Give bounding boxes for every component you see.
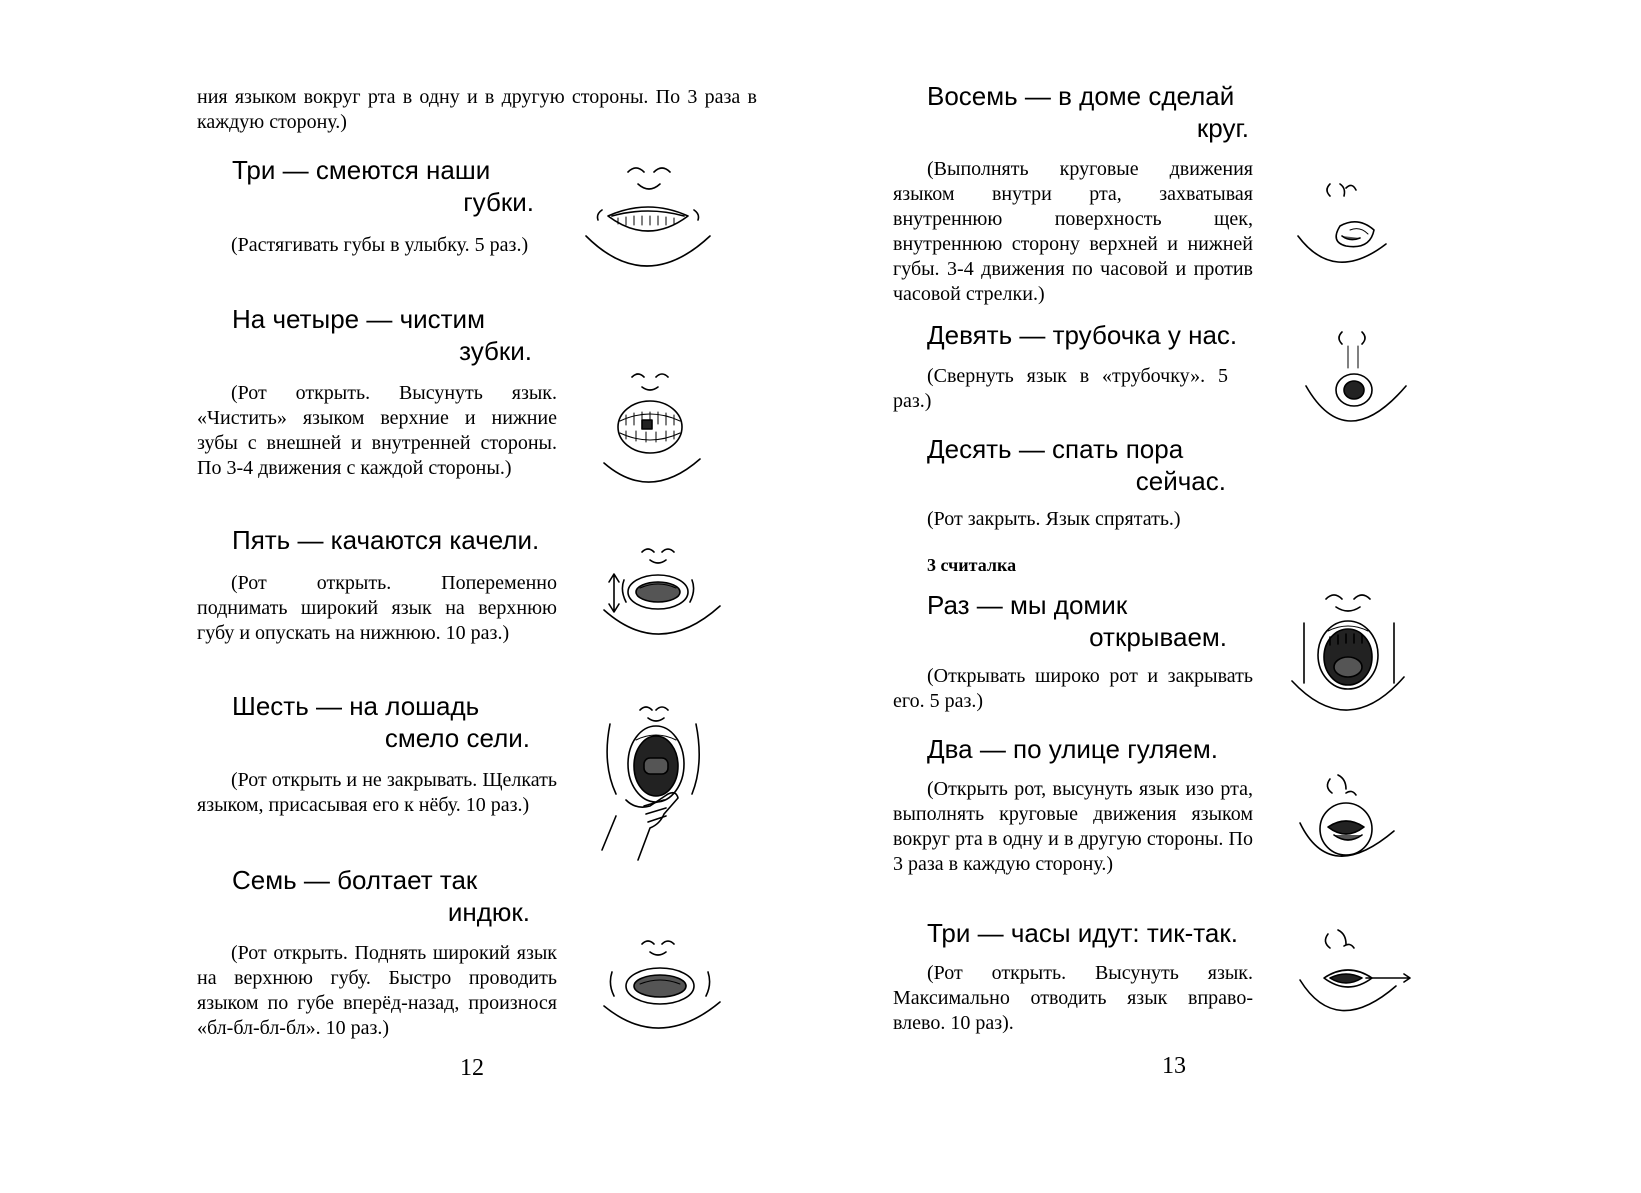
verse-line-1: Девять — трубочка у нас.: [927, 320, 1238, 350]
circle-tongue-illustration: [1290, 170, 1400, 280]
verse-line-1: Семь — болтает так: [232, 865, 478, 895]
page-number: 13: [1162, 1053, 1186, 1079]
instruction-chetyre: (Рот открыть. Высунуть язык. «Чистить» языком верхние и нижние зубы с внешней и внутренней стороны. По 3-4 движения с каждой стороны.): [197, 382, 557, 479]
instruction-dva: (Открыть рот, высунуть язык изо рта, выполнять круговые движения языком вокруг рта в одну и в другую стороны. По 3 раза в каждую сторону.): [893, 778, 1253, 875]
verse-line-2: индюк.: [447, 897, 530, 927]
verse-line-1: Два — по улице гуляем.: [927, 734, 1218, 764]
verse-line-2: сейчас.: [1135, 466, 1226, 496]
verse-line-2: зубки.: [459, 336, 532, 366]
verse-line-1: Пять — качаются качели.: [232, 525, 540, 555]
verse-line-2: смело сели.: [384, 723, 530, 753]
verse-pyat: [232, 524, 562, 556]
verse-line-1: Десять — спать пора: [927, 434, 1184, 464]
instruction-devyat: (Свернуть язык в «трубочку». 5 раз.): [893, 365, 1228, 412]
turkey-tongue-illustration: [598, 932, 722, 1042]
open-house-mouth-illustration: [1288, 585, 1408, 720]
instruction-raz: (Открывать широко рот и закрывать его. 5 раз.): [893, 665, 1253, 712]
page-number: 12: [460, 1055, 484, 1081]
swinging-tongue-illustration: [598, 540, 722, 650]
tube-tongue-illustration: [1302, 320, 1412, 450]
instruction-shest: (Рот открыть и не закрывать. Щелкать языком, присасывая его к нёбу. 10 раз.): [197, 769, 557, 816]
continuation-text: ния языком вокруг рта в одну и в другую стороны. По 3 раза в каждую сторону.): [197, 86, 757, 133]
verse-line-1: Три — часы идут: тик-так.: [927, 918, 1238, 948]
verse-sem: [232, 864, 530, 928]
verse-line-1: Три — смеются наши: [232, 155, 491, 185]
verse-dva: [927, 733, 1257, 765]
section-subheading: 3 считалка: [927, 555, 1017, 575]
verse-line-1: Восемь — в доме сделай: [927, 81, 1235, 111]
verse-raz: [927, 589, 1227, 653]
verse-shest: [232, 690, 530, 754]
verse-chetyre: [232, 303, 532, 367]
verse-line-1: Шесть — на лошадь: [232, 691, 480, 721]
instruction-vosem: (Выполнять круговые движения языком внутри рта, захватывая внутреннюю поверхность щек, внутреннюю сторону верхней и нижней губы. 3-4 движения по часовой и против часовой стрелки.): [893, 158, 1253, 305]
verse-line-2: открываем.: [1089, 622, 1227, 652]
instruction-sem: (Рот открыть. Поднять широкий язык на верхнюю губу. Быстро проводить языком по губе вперёд-назад, произнося «бл-бл-бл-бл». 10 раз.): [197, 942, 557, 1039]
right-page: [820, 0, 1640, 1193]
verse-line-1: Раз — мы домик: [927, 590, 1128, 620]
instruction-desyat: (Рот закрыть. Язык спрятать.): [927, 508, 1181, 530]
instruction-tri: (Растягивать губы в улыбку. 5 раз.): [231, 234, 529, 256]
verse-vosem: [927, 80, 1249, 144]
verse-line-2: круг.: [1196, 113, 1249, 143]
walking-tongue-illustration: [1294, 765, 1404, 880]
verse-line-2: губки.: [463, 187, 534, 217]
clock-tongue-illustration: [1294, 920, 1424, 1035]
smiling-mouth-illustration: [578, 158, 718, 278]
instruction-pyat: (Рот открыть. Попеременно поднимать широкий язык на верхнюю губу и опускать на нижнюю. 10 раз.): [197, 572, 557, 644]
instruction-tri-chasy: (Рот открыть. Высунуть язык. Максимально отводить язык вправо-влево. 10 раз).: [893, 962, 1253, 1034]
left-page: [0, 0, 820, 1193]
teeth-cleaning-illustration: [598, 365, 708, 490]
verse-tri-chasy: [927, 917, 1257, 949]
verse-desyat: [927, 433, 1226, 497]
verse-tri: [232, 154, 534, 218]
verse-devyat: [927, 319, 1257, 351]
clicking-tongue-illustration: [596, 700, 706, 850]
verse-line-1: На четыре — чистим: [232, 304, 485, 334]
